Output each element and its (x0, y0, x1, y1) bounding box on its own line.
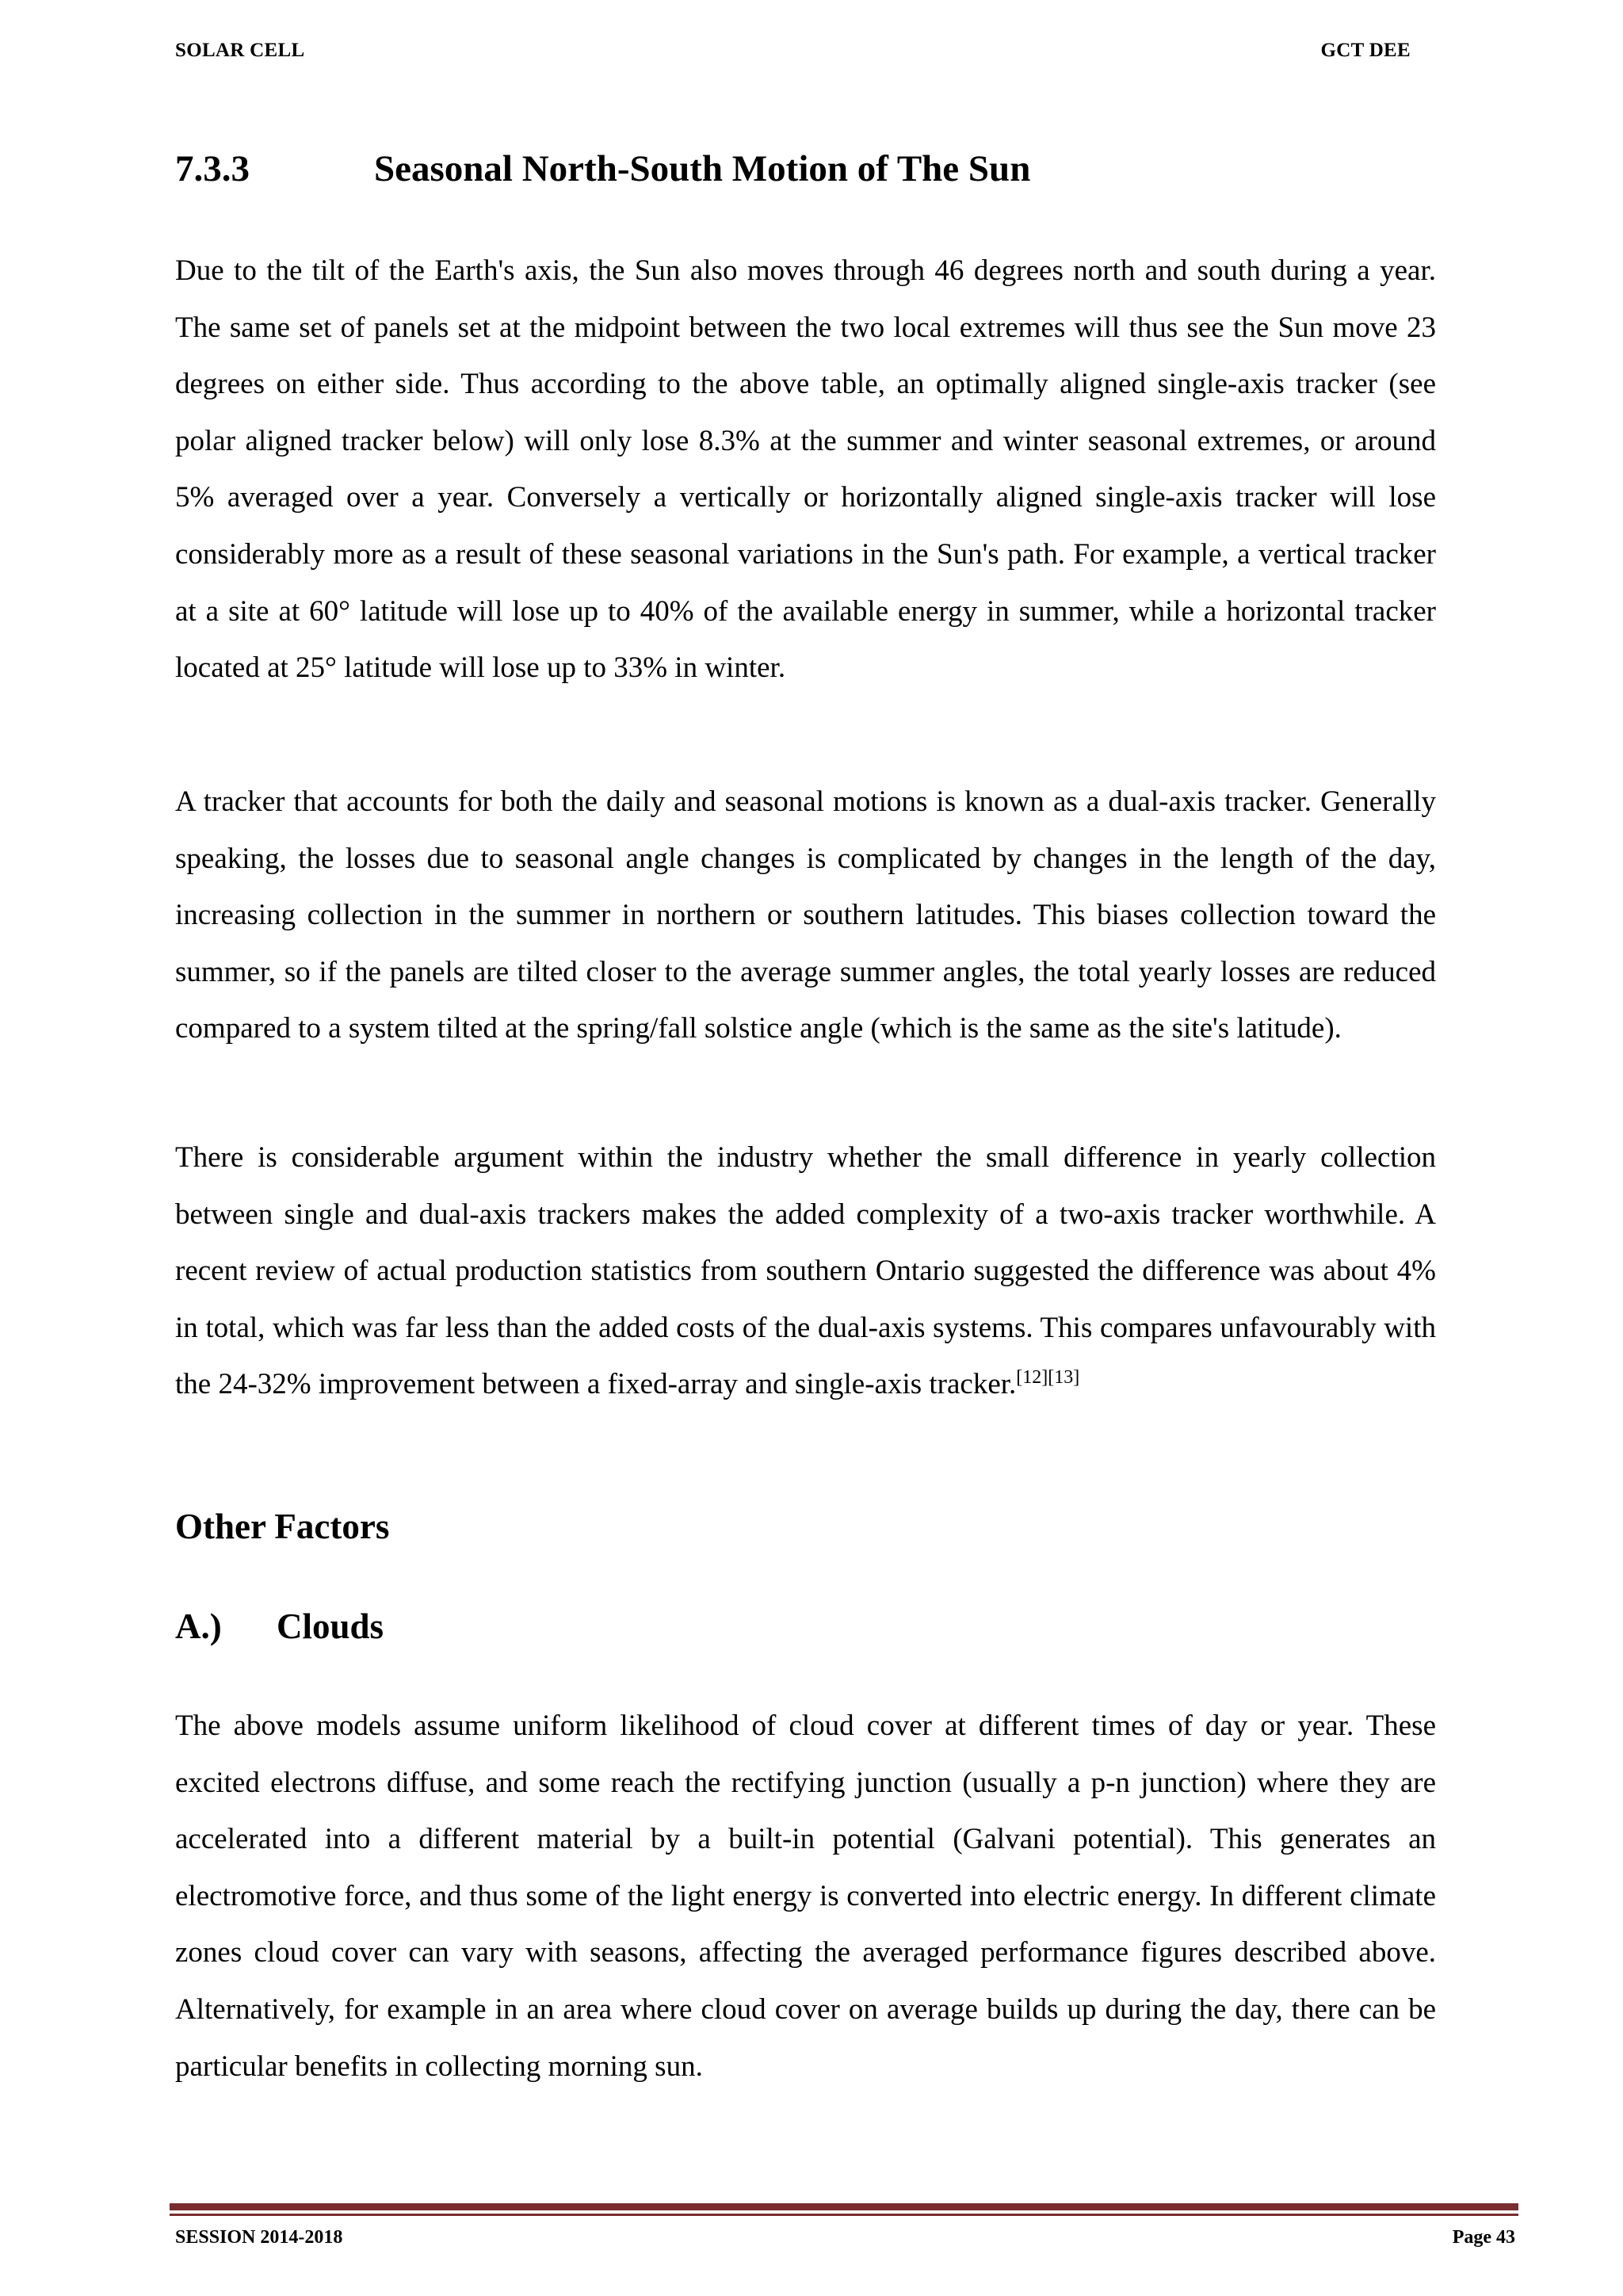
section-title: Seasonal North-South Motion of The Sun (374, 148, 1031, 189)
header-right: GCT DEE (1320, 40, 1411, 61)
footer-session: SESSION 2014-2018 (175, 2227, 343, 2248)
header-left: SOLAR CELL (175, 40, 305, 61)
other-factors-heading: Other Factors (175, 1507, 390, 1546)
footer-rule-thin (170, 2214, 1518, 2216)
paragraph-2: A tracker that accounts for both the daily and seasonal motions is known as a dual-axis tracker. Generally speaking, the losses due to seasonal angle changes is complicated by changes in the length of the day, increasing collection in the summer in northern or southern latitudes. This biases collection toward the summer, so if the panels are tilted closer to the average summer angles, the total yearly losses are reduced compared to a system tilted at the spring/fall solstice angle (which is the same as the site's latitude). (175, 785, 1436, 1045)
clouds-number: A.) (175, 1606, 222, 1646)
paragraph-3-text: There is considerable argument within the industry whether the small difference in yearly collection between single and dual-axis trackers makes the added complexity of a two-axis tracker worthwhile. A recent review of actual production statistics from southern Ontario suggested the difference was about 4% in total, which was far less than the added costs of the dual-axis systems. This compares unfavourably with the 24-32% improvement between a fixed-array and single-axis tracker. (175, 1141, 1436, 1401)
paragraph-3 (175, 1129, 1436, 1413)
clouds-title: Clouds (277, 1606, 384, 1646)
footer-rule-thick (170, 2203, 1518, 2210)
footer-page-number: Page 43 (1452, 2227, 1515, 2248)
section-heading (175, 147, 1030, 190)
citation-ref: [12][13] (1016, 1367, 1080, 1389)
paragraph-1: Due to the tilt of the Earth's axis, the Sun also moves through 46 degrees north and south during a year. The same set of panels set at the midpoint between the two local extremes will thus see the Sun move 23 degrees on either side. Thus according to the above table, an optimally aligned single-axis tracker (see polar aligned tracker below) will only lose 8.3% at the summer and winter seasonal extremes, or around 5% averaged over a year. Conversely a vertically or horizontally aligned single-axis tracker will lose considerably more as a result of these seasonal variations in the Sun's path. For example, a vertical tracker at a site at 60° latitude will lose up to 40% of the available energy in summer, while a horizontal tracker located at 25° latitude will lose up to 33% in winter. (175, 254, 1436, 685)
clouds-paragraph: The above models assume uniform likelihood of cloud cover at different times of day or year. These excited electrons diffuse, and some reach the rectifying junction (usually a p-n junction) where they are accelerated into a different material by a built-in potential (Galvani potential). This generates an electromotive force, and thus some of the light energy is converted into electric energy. In different climate zones cloud cover can vary with seasons, affecting the averaged performance figures described above. Alternatively, for example in an area where cloud cover on average builds up during the day, there can be particular benefits in collecting morning sun. (175, 1710, 1436, 2083)
clouds-heading (175, 1606, 384, 1647)
section-number: 7.3.3 (175, 148, 250, 189)
